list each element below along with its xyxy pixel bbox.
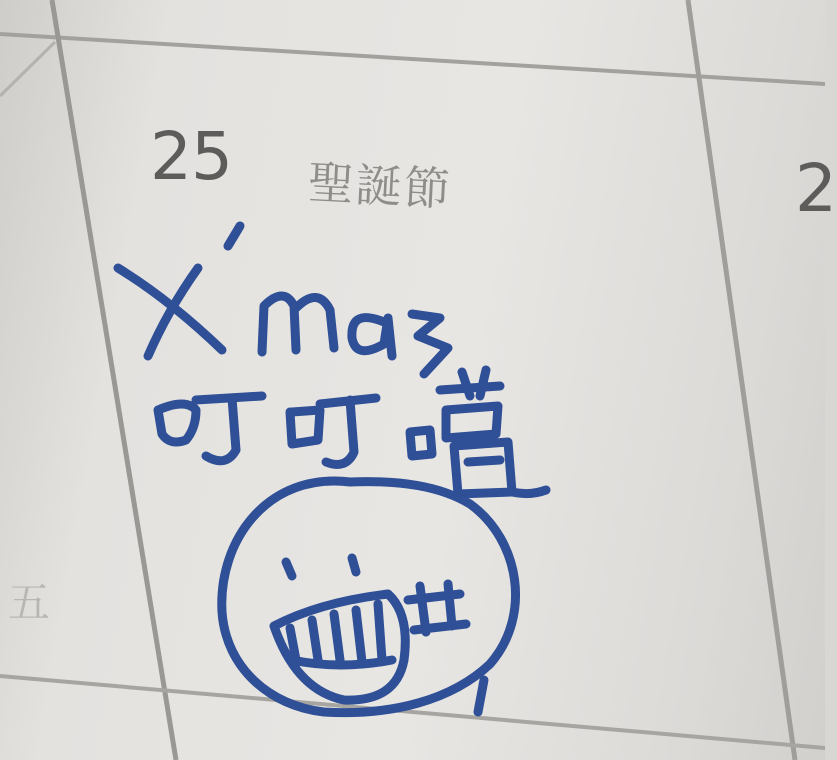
holiday-label: 聖誕節 — [306, 155, 454, 217]
xmas-s — [412, 314, 448, 374]
ding2-ding — [320, 398, 376, 464]
weekday-label: 五 — [8, 578, 51, 627]
next-day-number: 2 — [795, 150, 837, 227]
xmas-apostrophe — [228, 226, 240, 246]
smiley-teeth-line — [292, 660, 392, 665]
smiley-face-drawing — [222, 481, 516, 713]
handwritten-xmas — [118, 226, 448, 374]
smiley-head-tail — [478, 680, 484, 712]
smiley-cheek-mark — [408, 584, 466, 632]
ding1-ding — [196, 396, 262, 461]
dang-top — [440, 370, 500, 396]
xmas-x-stroke-2 — [148, 268, 198, 356]
ding2-mouth — [290, 410, 320, 444]
dang-body — [446, 406, 512, 494]
smiley-left-eye — [286, 562, 292, 576]
xmas-a — [352, 318, 392, 356]
ding1-mouth — [158, 404, 196, 442]
dang-tail — [512, 490, 546, 494]
dang-mouth — [410, 430, 432, 456]
handwritten-dingdingdang — [158, 370, 546, 494]
day-number: 25 — [150, 118, 232, 195]
xmas-m — [262, 296, 334, 352]
smiley-right-eye — [352, 558, 356, 572]
